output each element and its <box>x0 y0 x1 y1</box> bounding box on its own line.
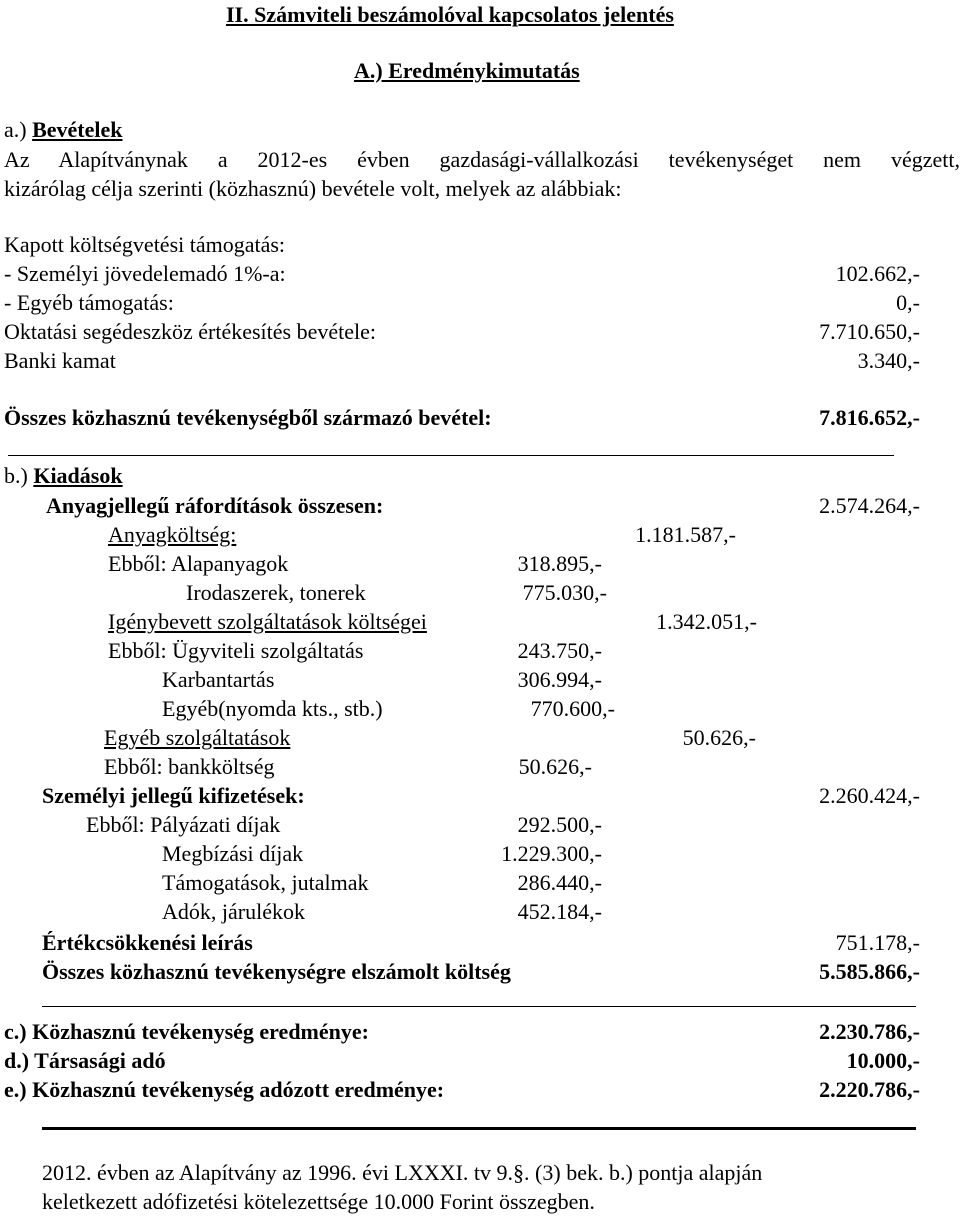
section-a-title: Bevételek <box>32 117 123 142</box>
ertekcsokkenes-label: Értékcsökkenési leírás <box>42 930 253 955</box>
eredmeny-label <box>4 1018 369 1046</box>
eredmeny-value: 2.230.786,- <box>819 1019 920 1044</box>
szja-value: 102.662,- <box>835 261 920 286</box>
tamogatasok-label: Támogatások, jutalmak <box>162 870 369 895</box>
palyazati-value: 292.500,- <box>517 812 602 837</box>
section-a-heading <box>4 116 123 144</box>
section-b-title: Kiadások <box>33 463 123 488</box>
anyagjellegu-label: Anyagjellegű ráfordítások összesen: <box>46 493 384 518</box>
kiadas-total-value: 5.585.866,- <box>819 959 920 984</box>
section-b-prefix: b.) <box>4 463 28 488</box>
divider-2 <box>42 1006 916 1007</box>
banki-kamat-label: Banki kamat <box>4 348 116 373</box>
adok-value: 452.184,- <box>517 899 602 924</box>
adozott-eredmeny-value: 2.220.786,- <box>819 1077 920 1102</box>
szemelyi-label: Személyi jellegű kifizetések: <box>42 783 305 808</box>
section-b-heading <box>4 462 123 490</box>
bevetel-total-label: Összes közhasznú tevékenységből származó bevétel: <box>4 405 492 430</box>
egyeb-tamogatas-value: 0,- <box>896 290 920 315</box>
irodaszerek-label: Irodaszerek, tonerek <box>186 580 366 605</box>
egyeb-szolg-value: 50.626,- <box>682 725 756 750</box>
igenybevett-label: Igénybevett szolgáltatások költségei <box>108 609 427 634</box>
anyagkoltseg-label: Anyagköltség: <box>108 522 237 547</box>
alapanyagok-value: 318.895,- <box>517 551 602 576</box>
document-title: II. Számviteli beszámolóval kapcsolatos jelentés <box>226 2 674 27</box>
egyeb-tamogatas-label: - Egyéb támogatás: <box>4 290 174 315</box>
adozott-eredmeny-label: e.) Közhasznú tevékenység adózott eredménye: <box>4 1077 445 1102</box>
bankkoltseg-label: Ebből: bankköltség <box>104 754 275 779</box>
egyeb-nyomda-label: Egyéb(nyomda kts., stb.) <box>162 696 383 721</box>
anyagkoltseg-value: 1.181.587,- <box>635 522 736 547</box>
oktatasi-value: 7.710.650,- <box>819 319 920 344</box>
ertekcsokkenes-value: 751.178,- <box>835 930 920 955</box>
oktatasi-label: Oktatási segédeszköz értékesítés bevétele: <box>4 319 377 344</box>
alapanyagok-label: Ebből: Alapanyagok <box>108 551 289 576</box>
kapott-label: Kapott költségvetési támogatás: <box>4 232 286 257</box>
megbizasi-label: Megbízási díjak <box>162 841 304 866</box>
megbizasi-value: 1.229.300,- <box>501 841 602 866</box>
eredmeny-label-text: c.) Közhasznú tevékenység eredménye: <box>4 1019 369 1044</box>
szemelyi-value: 2.260.424,- <box>819 783 920 808</box>
igenybevett-value: 1.342.051,- <box>656 609 757 634</box>
palyazati-label: Ebből: Pályázati díjak <box>86 812 281 837</box>
banki-kamat-value: 3.340,- <box>857 348 920 373</box>
intro-line-2: kizárólag célja szerinti (közhasznú) bevétele volt, melyek az alábbiak: <box>4 176 622 201</box>
document-subtitle: A.) Eredménykimutatás <box>354 58 580 83</box>
irodaszerek-value: 775.030,- <box>522 580 607 605</box>
adok-label: Adók, járulékok <box>162 899 305 924</box>
kiadas-total-label: Összes közhasznú tevékenységre elszámolt költség <box>42 959 511 984</box>
bevetel-total-value: 7.816.652,- <box>819 405 920 430</box>
footer-note-line-1: 2012. évben az Alapítvány az 1996. évi LXXXI. tv 9.§. (3) bek. b.) pontja alapján <box>42 1160 763 1185</box>
karbantartas-value: 306.994,- <box>517 667 602 692</box>
karbantartas-label: Karbantartás <box>162 667 275 692</box>
section-a-prefix: a.) <box>4 117 27 142</box>
tarsasagi-ado-label: d.) Társasági adó <box>4 1048 166 1073</box>
intro-line-1: Az Alapítványnak a 2012-es évben gazdasági-vállalkozási tevékenységet nem végzett, <box>4 147 960 172</box>
tarsasagi-ado-value: 10.000,- <box>846 1048 920 1073</box>
divider-3 <box>42 1127 916 1130</box>
ugyviteli-value: 243.750,- <box>517 638 602 663</box>
footer-note-line-2: keletkezett adófizetési kötelezettsége 10.000 Forint összegben. <box>42 1189 595 1214</box>
bankkoltseg-value: 50.626,- <box>518 754 592 779</box>
egyeb-szolg-label: Egyéb szolgáltatások <box>104 725 291 750</box>
egyeb-nyomda-value: 770.600,- <box>530 696 615 721</box>
anyagjellegu-value: 2.574.264,- <box>819 493 920 518</box>
ugyviteli-label: Ebből: Ügyviteli szolgáltatás <box>108 638 364 663</box>
szja-label: - Személyi jövedelemadó 1%-a: <box>4 261 286 286</box>
divider-1 <box>8 455 894 456</box>
tamogatasok-value: 286.440,- <box>517 870 602 895</box>
